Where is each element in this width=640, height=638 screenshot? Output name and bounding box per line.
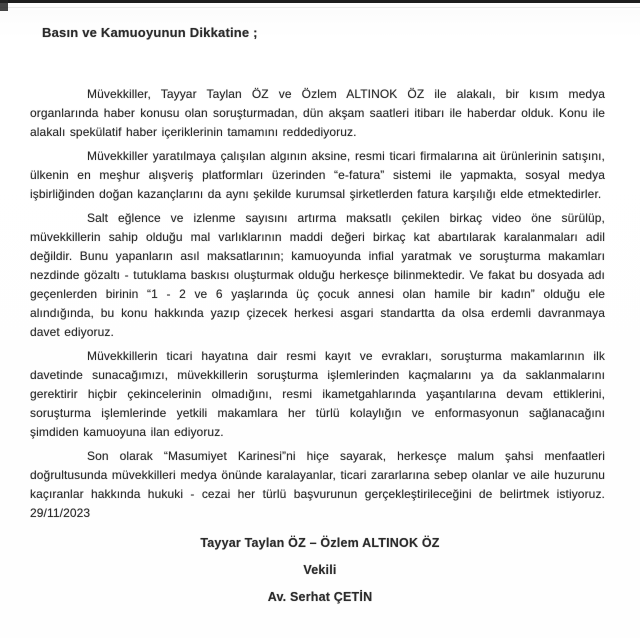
photo-edge-top [0,0,640,3]
signature-clients: Tayyar Taylan ÖZ – Özlem ALTINOK ÖZ [200,536,440,550]
document-body [30,85,605,523]
body-paragraph-allegations: Salt eğlence ve izlenme sayısını artırma maksatlı çekilen birkaç video öne sürülüp, müvekkillerin sahip olduğu mal varlıklarının maddi değeri birkaç kat abartılarak karalanmaları adil değildir. Bunu yapanların asıl maksatlarının; kamuoyunda infial yaratmak ve soruşturma makamları nezdinde gözaltı - tutuklama baskısı oluşturmak olduğu herkesçe bilinmektedir. Ve fakat bu dosyada adı geçenlerden birinin “1 - 2 ve 6 yaşlarında üç çocuk annesi olan hamile bir kadın” olduğu ele alındığında, bu konu hakkında yazıp çizecek herkesi asgari standartta da olsa erdemli davranmaya davet ediyoruz. [30,211,605,339]
photo-scan-line [0,7,640,8]
photo-corner-mark [0,0,8,11]
signature-attorney: Av. Serhat ÇETİN [267,590,373,604]
body-paragraph-legal-warning: Son olarak “Masumiyet Karinesi”ni hiçe sayarak, herkesçe malum şahsi menfaatleri doğrultusunda müvekkilleri medya önünde karalayanlar, ticari zararlarına sebep olanlar ve aile huzurunu kaçıranlar hakkında hukuki - cezai her türlü başvurunun gerçekleştirileceğini de belirtmek istiyoruz. 29/11/2023 [30,449,605,520]
signature-block [0,534,640,607]
signature-role: Vekili [303,563,337,577]
body-paragraph-business: Müvekkiller yaratılmaya çalışılan algının aksine, resmi ticari firmalarına ait ürünlerinin satışını, ülkenin en meşhur alışveriş platformları üzerinden “e-fatura” sistemi ile yapmakta, sosyal medya işbirliğinden doğan kazançlarını da aynı şekilde kurumsal şirketlerden fatura karşılığı elde etmektedirler. [30,149,605,201]
body-paragraph-cooperation: Müvekkillerin ticari hayatına dair resmi kayıt ve evrakları, soruşturma makamlarının ilk davetinde sunacağımızı, müvekkillerin soruşturma işlemlerinden kaçmalarını ya da saklanmalarını gerektirir hiçbir çekincelerinin olmadığını, resmi ikametgahlarında yaşantılarına devam ettiklerini, soruşturma işlemlerinde yetkili makamlara her türlü kolaylığın ve enformasyonun sağlanacağını şimdiden kamuoyuna ilan ediyoruz. [30,349,605,439]
body-paragraph-intro: Müvekkiller, Tayyar Taylan ÖZ ve Özlem ALTINOK ÖZ ile alakalı, bir kısım medya organlarında haber konusu olan soruşturmadan, dün akşam saatleri itibarı ile haberdar olduk. Konu ile alakalı spekülatif haber içeriklerinin tamamını reddediyoruz. [30,87,605,139]
document-title: Basın ve Kamuoyunun Dikkatine ; [42,25,258,40]
